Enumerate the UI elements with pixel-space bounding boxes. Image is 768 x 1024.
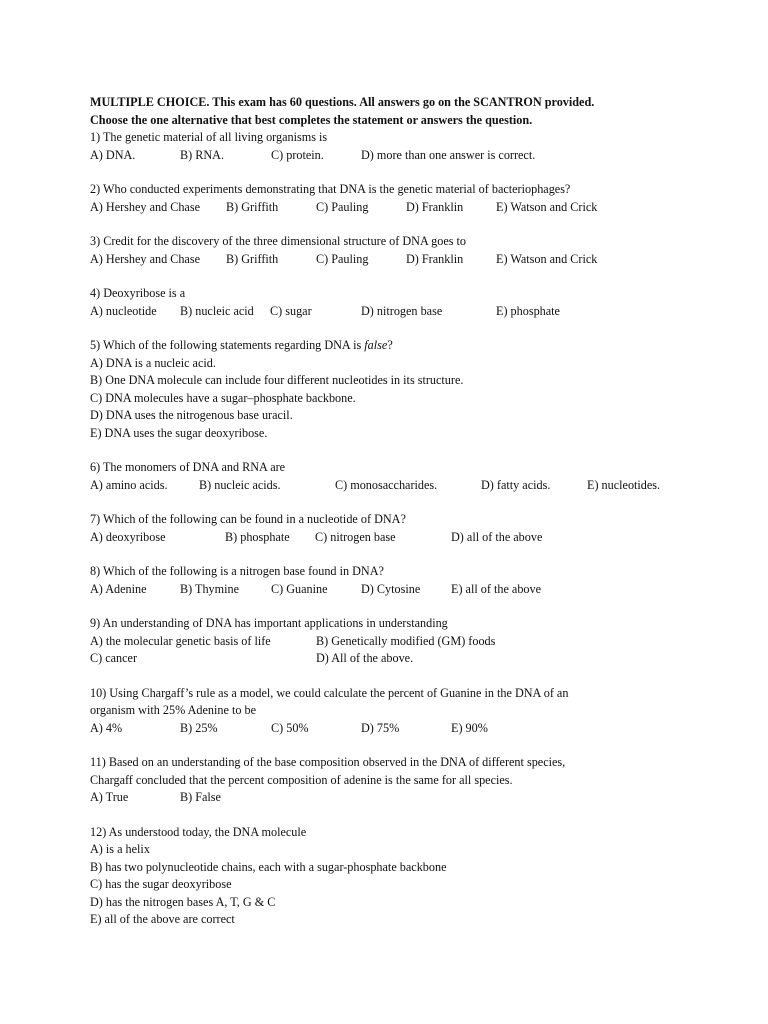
question-12: [90, 824, 730, 929]
option-c: C) Guanine: [271, 581, 328, 596]
option-b: B) nucleic acids.: [199, 477, 281, 492]
instructions-line-1: MULTIPLE CHOICE. This exam has 60 questions. All answers go on the SCANTRON provided.: [90, 95, 595, 109]
option-a: A) DNA.: [90, 147, 136, 162]
answer-options: [90, 477, 730, 495]
answer-options: [90, 529, 730, 547]
answer-options: [90, 720, 730, 738]
question-stem-line-1: 10) Using Chargaff’s rule as a model, we could calculate the percent of Guanine in the DNA of an: [90, 685, 569, 700]
answer-options-row-2: [90, 650, 730, 668]
option-b: B) has two polynucleotide chains, each with a sugar-phosphate backbone: [90, 859, 447, 874]
option-e: E) Watson and Crick: [496, 199, 598, 214]
stem-text: 5) Which of the following statements regarding DNA is: [90, 338, 365, 352]
option-e: E) nucleotides.: [587, 477, 661, 492]
question-stem: 2) Who conducted experiments demonstrating that DNA is the genetic material of bacteriophages?: [90, 182, 571, 196]
question-9: [90, 615, 730, 668]
option-d: D) has the nitrogen bases A, T, G & C: [90, 894, 276, 909]
question-3: [90, 233, 730, 268]
option-c: C) Pauling: [316, 251, 369, 266]
option-a: A) True: [90, 790, 129, 804]
option-b: B) 25%: [180, 720, 218, 735]
option-a: A) Adenine: [90, 581, 147, 596]
option-e: E) DNA uses the sugar deoxyribose.: [90, 425, 268, 440]
stem-end: ?: [387, 338, 393, 352]
option-a: A) amino acids.: [90, 477, 168, 492]
option-e: E) all of the above: [451, 581, 542, 596]
instructions-line-2: Choose the one alternative that best completes the statement or answers the question.: [90, 112, 533, 127]
question-6: [90, 459, 730, 494]
option-a: A) Hershey and Chase: [90, 251, 200, 266]
question-stem-line-2: organism with 25% Adenine to be: [90, 703, 256, 717]
question-1: [90, 129, 730, 164]
option-c: C) sugar: [270, 303, 312, 318]
option-b: B) False: [180, 790, 221, 804]
option-a: A) 4%: [90, 720, 123, 735]
option-c: C) has the sugar deoxyribose: [90, 877, 232, 891]
answer-options: [90, 147, 730, 165]
option-a: A) is a helix: [90, 842, 150, 856]
question-stem: [90, 337, 730, 355]
option-c: C) protein.: [271, 147, 324, 162]
question-stem: 4) Deoxyribose is a: [90, 286, 186, 300]
option-b: B) phosphate: [225, 529, 290, 544]
option-a: A) nucleotide: [90, 303, 157, 318]
question-stem: 6) The monomers of DNA and RNA are: [90, 460, 286, 474]
option-b: B) Thymine: [180, 581, 240, 596]
option-b: B) Griffith: [226, 251, 279, 266]
question-8: [90, 563, 730, 598]
question-11: [90, 754, 730, 807]
answer-options: [90, 251, 730, 269]
question-stem-line-2: Chargaff concluded that the percent composition of adenine is the same for all species.: [90, 772, 513, 787]
option-c: C) monosaccharides.: [335, 477, 438, 492]
option-e: E) phosphate: [496, 303, 560, 318]
question-5: [90, 337, 730, 442]
option-d: D) nitrogen base: [361, 303, 443, 318]
option-e: E) 90%: [451, 720, 488, 735]
option-c: C) cancer: [90, 651, 138, 665]
option-d: D) more than one answer is correct.: [361, 147, 536, 162]
exam-page: [90, 94, 730, 946]
option-d: D) Cytosine: [361, 581, 421, 596]
option-a: A) DNA is a nucleic acid.: [90, 355, 216, 370]
option-a: A) deoxyribose: [90, 529, 166, 544]
option-d: D) All of the above.: [316, 651, 414, 665]
option-b: B) nucleic acid: [180, 303, 254, 318]
option-e: E) all of the above are correct: [90, 912, 235, 926]
option-b: B) Genetically modified (GM) foods: [316, 633, 496, 648]
option-d: D) DNA uses the nitrogenous base uracil.: [90, 408, 293, 422]
option-a: A) the molecular genetic basis of life: [90, 633, 271, 648]
option-d: D) all of the above: [451, 529, 543, 544]
option-b: B) RNA.: [180, 147, 225, 162]
option-b: B) One DNA molecule can include four different nucleotides in its structure.: [90, 373, 464, 387]
option-a: A) Hershey and Chase: [90, 199, 200, 214]
question-10: [90, 685, 730, 738]
option-c: C) nitrogen base: [315, 529, 396, 544]
question-stem: 3) Credit for the discovery of the three dimensional structure of DNA goes to: [90, 234, 467, 248]
question-stem: 8) Which of the following is a nitrogen base found in DNA?: [90, 564, 384, 578]
option-d: D) Franklin: [406, 251, 464, 266]
question-stem: 1) The genetic material of all living organisms is: [90, 130, 328, 144]
question-4: [90, 285, 730, 320]
option-d: D) 75%: [361, 720, 400, 735]
question-stem: 9) An understanding of DNA has important applications in understanding: [90, 616, 448, 630]
option-d: D) fatty acids.: [481, 477, 551, 492]
option-c: C) DNA molecules have a sugar–phosphate backbone.: [90, 390, 356, 405]
question-stem: 7) Which of the following can be found in a nucleotide of DNA?: [90, 512, 406, 526]
answer-options-row-1: [90, 633, 730, 651]
stem-emphasis: false: [364, 338, 388, 352]
option-e: E) Watson and Crick: [496, 251, 598, 266]
question-2: [90, 181, 730, 216]
option-c: C) 50%: [271, 720, 309, 735]
answer-options: [90, 199, 730, 217]
question-stem-line-1: 11) Based on an understanding of the base composition observed in the DNA of different species,: [90, 755, 566, 769]
option-b: B) Griffith: [226, 199, 279, 214]
answer-options: [90, 303, 730, 321]
option-c: C) Pauling: [316, 199, 369, 214]
question-stem: 12) As understood today, the DNA molecule: [90, 824, 307, 839]
answer-options: [90, 355, 730, 443]
question-7: [90, 511, 730, 546]
answer-options: [90, 789, 730, 807]
answer-options: [90, 581, 730, 599]
answer-options: [90, 841, 730, 929]
option-d: D) Franklin: [406, 199, 464, 214]
